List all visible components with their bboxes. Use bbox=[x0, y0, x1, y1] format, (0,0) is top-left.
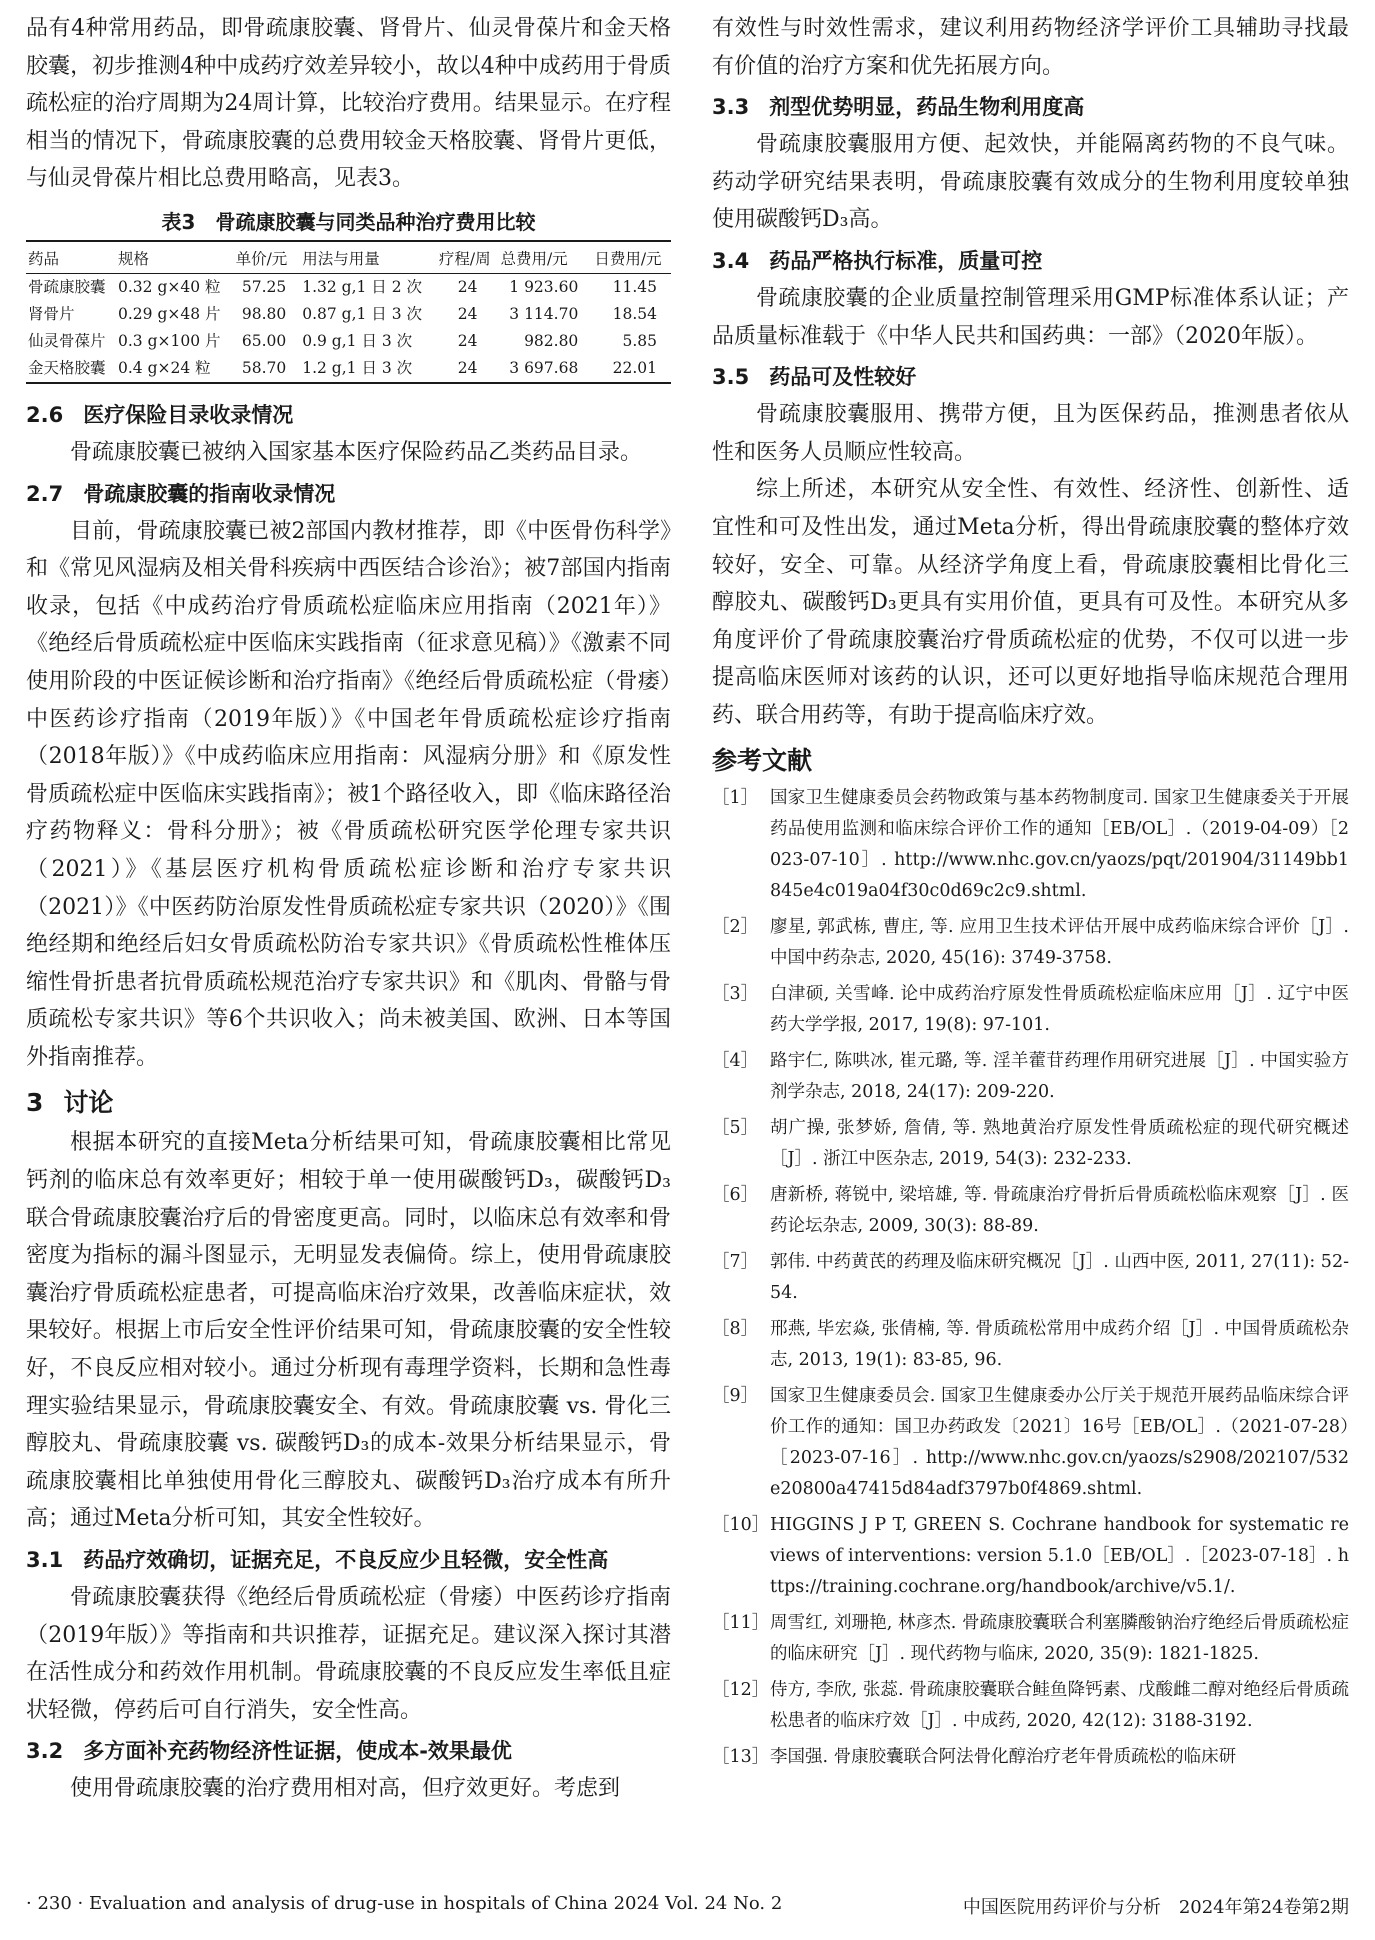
table-cell: 18.54 bbox=[612, 304, 657, 323]
section-title: 药品严格执行标准，质量可控 bbox=[769, 248, 1043, 273]
references-heading: 参考文献 bbox=[712, 745, 813, 775]
reference-item bbox=[712, 1510, 1349, 1603]
table-cell: 98.80 bbox=[241, 304, 287, 323]
table-cell: 0.29 g×48 片 bbox=[118, 304, 221, 323]
reference-text: 国家卫生健康委员会药物政策与基本药物制度司. 国家卫生健康委关于开展药品使用监测和临床综合评价工作的通知［EB/OL］.（2019-04-09）［2023-07-10］. http://www.nhc.gov.cn/yaozs/pqt/201904/31149bb1845e4c019a04f30c0d69c2c9.shtml. bbox=[770, 787, 1349, 901]
reference-number: ［2］ bbox=[712, 916, 759, 937]
right-column bbox=[712, 10, 1349, 1778]
section-3-3-heading bbox=[712, 88, 1349, 126]
section-number: 3.3 bbox=[712, 95, 750, 120]
table-cell: 11.45 bbox=[612, 277, 657, 296]
reference-item bbox=[712, 783, 1349, 907]
section-title: 药品可及性较好 bbox=[769, 365, 917, 390]
section-title: 医疗保险目录收录情况 bbox=[83, 402, 294, 427]
reference-text: 郭伟. 中药黄芪的药理及临床研究概况［J］. 山西中医, 2011, 27(11): 52-54. bbox=[770, 1251, 1349, 1303]
table-cell: 仙灵骨葆片 bbox=[28, 331, 106, 350]
section-number: 2.7 bbox=[26, 481, 64, 506]
table-header-cell: 药品 bbox=[26, 241, 116, 274]
table-cell: 982.80 bbox=[524, 331, 579, 350]
table-cell: 5.85 bbox=[622, 331, 657, 350]
page-footer bbox=[26, 1893, 1349, 1919]
table-cell: 0.32 g×40 粒 bbox=[118, 277, 221, 296]
reference-item bbox=[712, 912, 1349, 974]
reference-text: 唐新桥, 蒋锐中, 梁培雄, 等. 骨疏康治疗骨折后骨质疏松临床观察［J］. 医药论坛杂志, 2009, 30(3): 88-89. bbox=[770, 1184, 1350, 1236]
table-cell: 0.3 g×100 片 bbox=[118, 331, 221, 350]
section-3-4-heading bbox=[712, 242, 1349, 280]
reference-number: ［10］ bbox=[712, 1514, 770, 1535]
table-row bbox=[26, 301, 671, 328]
section-3-1-text: 骨疏康胶囊获得《绝经后骨质疏松症（骨痿）中医药诊疗指南（2019年版）》等指南和共识推荐，证据充足。建议深入探讨其潜在活性成分和药效作用机制。骨疏康胶囊的不良反应发生率低且症状轻微，停药后可自行消失，安全性高。 bbox=[26, 1585, 671, 1723]
table-cell: 1.32 g,1 日 2 次 bbox=[302, 277, 423, 296]
table-row bbox=[26, 328, 671, 355]
table-header-cell: 日费用/元 bbox=[592, 241, 671, 274]
section-number: 3.4 bbox=[712, 248, 750, 273]
table-cell: 58.70 bbox=[234, 355, 301, 383]
section-3-4-text: 骨疏康胶囊的企业质量控制管理采用GMP标准体系认证；产品质量标准载于《中华人民共和国药典：一部》（2020年版）。 bbox=[712, 285, 1349, 349]
reference-text: 国家卫生健康委员会. 国家卫生健康委办公厅关于规范开展药品临床综合评价工作的通知：国卫办药政发〔2021〕16号［EB/OL］.（2021-07-28）［2023-07-16］. http://www.nhc.gov.cn/yaozs/s2908/202107/532e20800a47415d84adf3797b0f4869.shtml. bbox=[770, 1385, 1349, 1499]
reference-text: 周雪红, 刘珊艳, 林彦杰. 骨疏康胶囊联合利塞膦酸钠治疗绝经后骨质疏松症的临床研究［J］. 现代药物与临床, 2020, 35(9): 1821-1825. bbox=[770, 1612, 1349, 1664]
section-number: 3.2 bbox=[26, 1739, 64, 1764]
section-3-5-heading bbox=[712, 358, 1349, 396]
section-3-2-heading bbox=[26, 1732, 671, 1770]
section-2-7-text: 目前，骨疏康胶囊已被2部国内教材推荐，即《中医骨伤科学》和《常见风湿病及相关骨科疾病中西医结合诊治》；被7部国内指南收录，包括《中成药治疗骨质疏松症临床应用指南（2021年）》《绝经后骨质疏松症中医临床实践指南（征求意见稿）》《激素不同使用阶段的中医证候诊断和治疗指南》《绝经后骨质疏松症（骨痿）中医药诊疗指南（2019年版）》《中国老年骨质疏松症诊疗指南（2018年版）》《中成药临床应用指南：风湿病分册》和《原发性骨质疏松症中医临床实践指南》；被1个路径收入，即《临床路径治疗药物释义：骨科分册》；被《骨质疏松研究医学伦理专家共识（2021）》《基层医疗机构骨质疏松症诊断和治疗专家共识（2021）》《中医药防治原发性骨质疏松症专家共识（2020）》《围绝经期和绝经后妇女骨质疏松防治专家共识》《骨质疏松性椎体压缩性骨折患者抗骨质疏松规范治疗专家共识》和《肌肉、骨骼与骨质疏松专家共识》等6个共识收入；尚未被美国、欧洲、日本等国外指南推荐。 bbox=[26, 518, 671, 1070]
reference-item bbox=[712, 1675, 1349, 1737]
intro-paragraph: 品有4种常用药品，即骨疏康胶囊、肾骨片、仙灵骨葆片和金天格胶囊，初步推测4种中成药疗效差异较小，故以4种中成药用于骨质疏松症的治疗周期为24周计算，比较治疗费用。结果显示。在疗程相当的情况下，骨疏康胶囊的总费用较金天格胶囊、肾骨片更低，与仙灵骨葆片相比总费用略高，见表3。 bbox=[26, 16, 671, 192]
section-3-3-text: 骨疏康胶囊服用方便、起效快，并能隔离药物的不良气味。药动学研究结果表明，骨疏康胶囊有效成分的生物利用度较单独使用碳酸钙D₃高。 bbox=[712, 132, 1349, 233]
table-cell: 65.00 bbox=[241, 331, 287, 350]
section-number: 3 bbox=[26, 1088, 44, 1118]
summary-paragraph: 综上所述，本研究从安全性、有效性、经济性、创新性、适宜性和可及性出发，通过Meta分析，得出骨疏康胶囊的整体疗效较好，安全、可靠。从经济学角度上看，骨疏康胶囊相比骨化三醇胶丸、碳酸钙D₃更具有实用价值，更具有可及性。本研究从多角度评价了骨疏康胶囊治疗骨质疏松症的优势，不仅可以进一步提高临床医师对该药的认识，还可以更好地指导临床规范合理用药、联合用药等，有助于提高临床疗效。 bbox=[712, 477, 1349, 728]
reference-item bbox=[712, 1046, 1349, 1108]
table-cell: 24 bbox=[457, 304, 478, 323]
section-3-2-text: 使用骨疏康胶囊的治疗费用相对高，但疗效更好。考虑到 bbox=[70, 1776, 621, 1802]
table-cell: 24 bbox=[457, 331, 478, 350]
cost-comparison-table bbox=[26, 240, 671, 384]
table-header-cell: 用法与用量 bbox=[300, 241, 437, 274]
reference-text: 胡广操, 张梦娇, 詹倩, 等. 熟地黄治疗原发性骨质疏松症的现代研究概述［J］. 浙江中医杂志, 2019, 54(3): 232-233. bbox=[770, 1117, 1349, 1169]
table-cell: 1.2 g,1 日 3 次 bbox=[300, 355, 437, 383]
reference-number: ［12］ bbox=[712, 1679, 770, 1700]
section-title: 药品疗效确切，证据充足，不良反应少且轻微，安全性高 bbox=[83, 1548, 609, 1572]
table-header-cell: 规格 bbox=[116, 241, 234, 274]
reference-number: ［7］ bbox=[712, 1251, 759, 1272]
table-title: 表3 骨疏康胶囊与同类品种治疗费用比较 bbox=[161, 209, 536, 234]
section-3-1-heading bbox=[26, 1541, 671, 1579]
table-row bbox=[26, 355, 671, 383]
table-cell: 22.01 bbox=[592, 355, 671, 383]
reference-text: 邢燕, 毕宏焱, 张倩楠, 等. 骨质疏松常用中成药介绍［J］. 中国骨质疏松杂志, 2013, 19(1): 83-85, 96. bbox=[770, 1318, 1349, 1370]
table-cell: 0.4 g×24 粒 bbox=[116, 355, 234, 383]
table-cell: 1 923.60 bbox=[509, 277, 579, 296]
section-3-heading bbox=[26, 1082, 671, 1124]
reference-number: ［11］ bbox=[712, 1612, 770, 1633]
table-cell: 0.87 g,1 日 3 次 bbox=[302, 304, 423, 323]
reference-text: 白津硕, 关雪峰. 论中成药治疗原发性骨质疏松症临床应用［J］. 辽宁中医药大学学报, 2017, 19(8): 97-101. bbox=[770, 983, 1349, 1035]
table-cell: 肾骨片 bbox=[28, 304, 75, 323]
section-title: 剂型优势明显，药品生物利用度高 bbox=[769, 95, 1085, 120]
table-cell: 骨疏康胶囊 bbox=[28, 277, 106, 296]
table-cell: 57.25 bbox=[241, 277, 287, 296]
table-cell: 24 bbox=[437, 355, 499, 383]
footer-left: · 230 · Evaluation and analysis of drug-use in hospitals of China 2024 Vol. 24 No. 2 bbox=[26, 1893, 783, 1914]
left-column bbox=[26, 10, 671, 1808]
reference-number: ［1］ bbox=[712, 787, 759, 808]
reference-text: HIGGINS J P T, GREEN S. Cochrane handbook for systematic reviews of interventions: version 5.1.0［EB/OL］.［2023-07-18］. https://training.cochrane.org/handbook/archive/v5.1/. bbox=[770, 1514, 1349, 1597]
reference-number: ［3］ bbox=[712, 983, 759, 1004]
section-title: 讨论 bbox=[63, 1088, 114, 1118]
section-number: 3.5 bbox=[712, 365, 750, 390]
reference-number: ［9］ bbox=[712, 1385, 759, 1406]
reference-text: 路宇仁, 陈哄冰, 崔元璐, 等. 淫羊藿苷药理作用研究进展［J］. 中国实验方剂学杂志, 2018, 24(17): 209-220. bbox=[770, 1050, 1349, 1102]
table-header-row bbox=[26, 241, 671, 274]
section-2-6-text: 骨疏康胶囊已被纳入国家基本医疗保险药品乙类药品目录。 bbox=[70, 439, 643, 465]
table-cell: 金天格胶囊 bbox=[26, 355, 116, 383]
reference-item bbox=[712, 979, 1349, 1041]
section-2-6-heading bbox=[26, 396, 671, 434]
reference-number: ［4］ bbox=[712, 1050, 759, 1071]
reference-text: 李国强. 骨康胶囊联合阿法骨化醇治疗老年骨质疏松的临床研 bbox=[770, 1746, 1237, 1767]
reference-item bbox=[712, 1247, 1349, 1309]
reference-item bbox=[712, 1180, 1349, 1242]
section-number: 2.6 bbox=[26, 402, 64, 427]
reference-number: ［6］ bbox=[712, 1184, 759, 1205]
reference-number: ［5］ bbox=[712, 1117, 759, 1138]
section-3-5-text: 骨疏康胶囊服用、携带方便，且为医保药品，推测患者依从性和医务人员顺应性较高。 bbox=[712, 402, 1349, 465]
reference-item bbox=[712, 1314, 1349, 1376]
table-header-cell: 总费用/元 bbox=[498, 241, 592, 274]
section-title: 多方面补充药物经济性证据，使成本-效果最优 bbox=[83, 1739, 512, 1764]
reference-text: 侍方, 李欣, 张蕊. 骨疏康胶囊联合鲑鱼降钙素、戊酸雌二醇对绝经后骨质疏松患者的临床疗效［J］. 中成药, 2020, 42(12): 3188-3192. bbox=[770, 1679, 1349, 1731]
section-3-text: 根据本研究的直接Meta分析结果可知，骨疏康胶囊相比常见钙剂的临床总有效率更好；相较于单一使用碳酸钙D₃，碳酸钙D₃联合骨疏康胶囊治疗后的骨密度更高。同时，以临床总有效率和骨密度为指标的漏斗图显示，无明显发表偏倚。综上，使用骨疏康胶囊治疗骨质疏松症患者，可提高临床治疗效果，改善临床症状，效果较好。根据上市后安全性评价结果可知，骨疏康胶囊的安全性较好，不良反应相对较小。通过分析现有毒理学资料，长期和急性毒理实验结果显示，骨疏康胶囊安全、有效。骨疏康胶囊 vs. 骨化三醇胶丸、骨疏康胶囊 vs. 碳酸钙D₃的成本-效果分析结果显示，骨疏康胶囊相比单独使用骨化三醇胶丸、碳酸钙D₃治疗成本有所升高；通过Meta分析可知，其安全性较好。 bbox=[26, 1130, 671, 1532]
table-cell: 3 114.70 bbox=[509, 304, 579, 323]
reference-item bbox=[712, 1113, 1349, 1175]
section-number: 3.1 bbox=[26, 1548, 64, 1572]
footer-right: 中国医院用药评价与分析 2024年第24卷第2期 bbox=[962, 1897, 1349, 1918]
reference-text: 廖星, 郭武栋, 曹庄, 等. 应用卫生技术评估开展中成药临床综合评价［J］. 中国中药杂志, 2020, 45(16): 3749-3758. bbox=[770, 916, 1349, 968]
section-2-7-heading bbox=[26, 475, 671, 513]
reference-item bbox=[712, 1608, 1349, 1670]
section-3-2-continued: 有效性与时效性需求，建议利用药物经济学评价工具辅助寻找最有价值的治疗方案和优先拓展方向。 bbox=[712, 16, 1349, 79]
table-cell: 3 697.68 bbox=[498, 355, 592, 383]
section-title: 骨疏康胶囊的指南收录情况 bbox=[83, 481, 336, 506]
table-header-cell: 疗程/周 bbox=[437, 241, 499, 274]
reference-number: ［13］ bbox=[712, 1746, 770, 1767]
table-cell: 0.9 g,1 日 3 次 bbox=[302, 331, 413, 350]
reference-number: ［8］ bbox=[712, 1318, 759, 1339]
reference-item bbox=[712, 1381, 1349, 1505]
table-row bbox=[26, 273, 671, 301]
table-cell: 24 bbox=[457, 277, 478, 296]
table-header-cell: 单价/元 bbox=[234, 241, 301, 274]
reference-item bbox=[712, 1742, 1349, 1773]
